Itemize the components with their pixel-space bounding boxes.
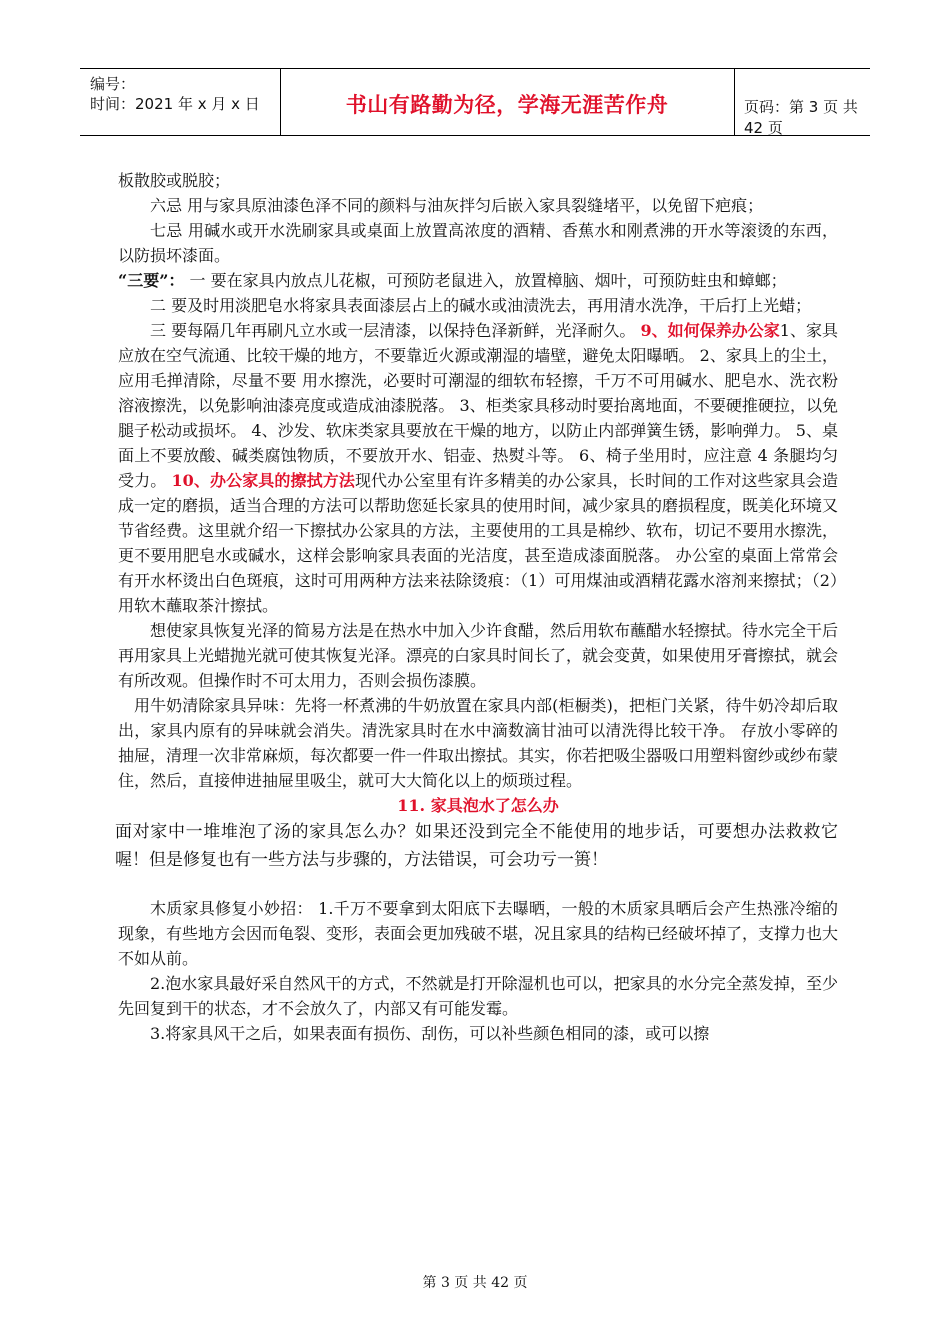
paragraph-1: 板散胶或脱胶； [118, 171, 231, 190]
paragraph-restore-gloss: 想使家具恢复光泽的简易方法是在热水中加入少许食醋，然后用软布蘸醋水轻擦拭。待水完全干后再用家具上光蜡抛光就可使其恢复光泽。漂亮的白家具时间长了，就会变黄，如果使用牙膏擦拭，就会有所改观。但操作时不可太用力，否则会损伤漆膜。 [118, 621, 839, 690]
paragraph-must-three [118, 318, 838, 618]
must-three-text: 三 要每隔几年再刷凡立水或一层清漆，以保持色泽新鲜，光泽耐久。 [150, 321, 641, 340]
paragraph-six-taboo: 六忌 用与家具原油漆色泽不同的颜料与油灰拌匀后嵌入家具裂缝堵平，以免留下疤痕； [150, 196, 764, 215]
motto-text: 书山有路勤为径，学海无涯苦作舟 [345, 93, 669, 117]
section-10-heading: 10、办公家具的擦拭方法 [171, 471, 355, 490]
page-header [80, 68, 870, 136]
section-9-text: 1、家具应放在空气流通、比较干燥的地方，不要靠近火源或潮湿的墙壁，避免太阳曝晒。 2、家具上的尘土，应用毛掸清除，尽量不要 用水擦洗，必要时可潮湿的细软布轻擦，千万不可用碱水、肥皂水、洗衣粉溶液擦洗，以免影响油漆亮度或造成油漆脱落。 3、柜类家具移动时要抬离地面，不要硬推硬拉，以免腿子松动或损坏。 4、沙发、软床类家具要放在干燥的地方，以防止内部弹簧生锈，影响弹力。 5、桌面上不要放酸、碱类腐蚀物质，不要放开水、铝壶、热熨斗等。 6、椅子坐用时，应注意 4 条腿均匀受力。 [118, 321, 838, 490]
paragraph-wood-tip-3: 3.将家具风干之后，如果表面有损伤、刮伤，可以补些颜色相同的漆，或可以擦 [150, 1024, 710, 1043]
document-body [115, 168, 839, 1046]
section-10-text: 现代办公室里有许多精美的办公家具，长时间的工作对这些家具会造成一定的磨损，适当合理的方法可以帮助您延长家具的使用时间，减少家具的磨损程度，既美化环境又节省经费。这里就介绍一下擦拭办公家具的方法，主要使用的工具是棉纱、软布，切记不要用水擦洗，更不要用肥皂水或碱水，这样会影响家具表面的光洁度，甚至造成漆面脱落。 办公室的桌面上常常会有开水杯烫出白色斑痕，这时可用两种方法来祛除烫痕：（1）可用煤油或酒精花露水溶剂来擦拭；（2）用软木蘸取茶汁擦拭。 [118, 471, 839, 615]
page-number-label: 页码：第 3 页 共 42 页 [744, 98, 858, 137]
header-page-cell [734, 69, 870, 135]
three-musts-label: “三要”： [118, 271, 185, 290]
header-meta-cell [80, 69, 281, 135]
time-label: 时间：2021 年 x 月 x 日 [90, 95, 260, 113]
paragraph-seven-taboo: 七忌 用碱水或开水洗刷家具或桌面上放置高浓度的酒精、香蕉水和刚煮沸的开水等滚烫的东西，以防损坏漆面。 [118, 221, 838, 265]
number-label: 编号： [90, 75, 136, 93]
paragraph-milk-odor: 用牛奶清除家具异味：先将一杯煮沸的牛奶放置在家具内部(柜橱类)，把柜门关紧，待牛奶冷却后取出，家具内原有的异味就会消失。清洗家具时在水中滴数滴甘油可以清洗得比较干净。 存放小零碎的抽屉，清理一次非常麻烦，每次都要一件一件取出擦拭。其实，你若把吸尘器吸口用塑料窗纱或纱布蒙住，然后，直接伸进抽屉里吸尘，就可大大简化以上的烦琐过程。 [118, 696, 839, 790]
paragraph-intro-flood: 面对家中一堆堆泡了汤的家具怎么办？如果还没到完全不能使用的地步话，可要想办法救救它喔！但是修复也有一些方法与步骤的，方法错误，可会功亏一篑！ [115, 822, 838, 870]
spacer [118, 874, 838, 896]
paragraph-wood-tip-2: 2.泡水家具最好采自然风干的方式，不然就是打开除湿机也可以，把家具的水分完全蒸发掉，至少先回复到干的状态，才不会放久了，内部又有可能发霉。 [118, 974, 838, 1018]
paragraph-wood-tip-1: 木质家具修复小妙招： 1.千万不要拿到太阳底下去曝晒，一般的木质家具晒后会产生热涨冷缩的现象，有些地方会因而龟裂、变形，表面会更加残破不堪，况且家具的结构已经破坏掉了，支撑力也大不如从前。 [118, 899, 839, 968]
paragraph-three-musts [118, 268, 838, 293]
page-footer: 第 3 页 共 42 页 [422, 1275, 528, 1291]
header-motto-cell [280, 69, 735, 135]
three-musts-text: 一 要在家具内放点儿花椒，可预防老鼠进入，放置樟脑、烟叶，可预防蛀虫和蟑螂； [184, 271, 787, 290]
paragraph-must-two: 二 要及时用淡肥皂水将家具表面漆层占上的碱水或油渍洗去，再用清水洗净，干后打上光蜡； [150, 296, 812, 315]
section-11-heading: 11. 家具泡水了怎么办 [397, 796, 559, 815]
section-9-heading: 9、如何保养办公家 [640, 321, 780, 340]
